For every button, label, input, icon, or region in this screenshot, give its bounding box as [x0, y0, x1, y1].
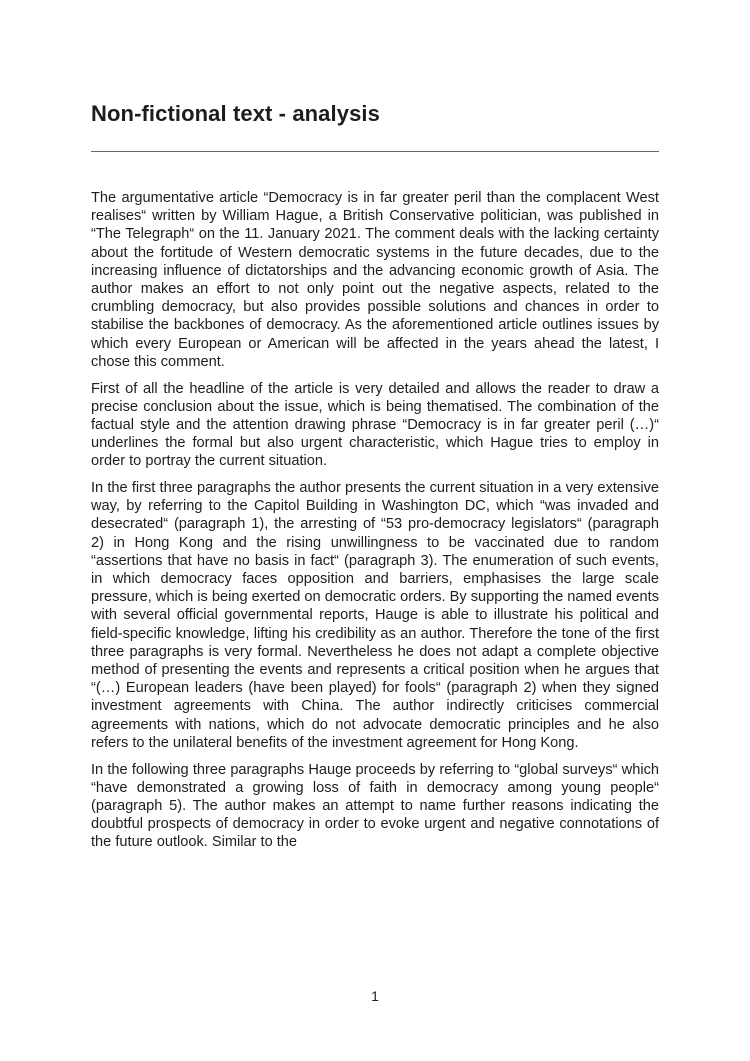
- paragraph-headline-analysis: First of all the headline of the article is very detailed and allows the reader to draw a precise conclusion about the issue, which is being thematised. The combination of the factual style and the attention drawing phrase “Democracy is in far greater peril (…)“ underlines the formal but also urgent characteristic, which Hague tries to employ in order to portray the current situation.: [91, 380, 659, 470]
- title-divider: [91, 151, 659, 152]
- paragraph-following-three-paragraphs: In the following three paragraphs Hauge proceeds by referring to “global surveys“ which “have demonstrated a growing loss of faith in democracy among young people“ (paragraph 5). The author makes an attempt to name further reasons indicating the doubtful prospects of democracy in order to evoke urgent and negative connotations of the future outlook. Similar to the: [91, 761, 659, 851]
- page-title: Non-fictional text - analysis: [91, 101, 380, 126]
- page-number: 1: [371, 988, 379, 1004]
- body-text: [91, 189, 659, 860]
- paragraph-introduction: The argumentative article “Democracy is in far greater peril than the complacent West realises“ written by William Hague, a British Conservative politician, was published in “The Telegraph“ on the 11. January 2021. The comment deals with the lacking certainty about the fortitude of Western democratic systems in the future decades, due to the increasing influence of dictatorships and the advancing economic growth of Asia. The author makes an effort to not only point out the negative aspects, related to the crumbling democracy, but also provides possible solutions and chances in order to stabilise the backbones of democracy. As the aforementioned article outlines issues by which every European or American will be affected in the years ahead the latest, I chose this comment.: [91, 190, 659, 370]
- paragraph-first-three-paragraphs: In the first three paragraphs the author presents the current situation in a very extensive way, by referring to the Capitol Building in Washington DC, which “was invaded and desecrated“ (paragraph 1), the arresting of “53 pro-democracy legislators“ (paragraph 2) in Hong Kong and the rising unwillingness to be vaccinated due to random “assertions that have no basis in fact“ (paragraph 3). The enumeration of such events, in which democracy faces opposition and barriers, emphasises the large scale pressure, which is being exerted on democratic orders. By supporting the named events with several official governmental reports, Hauge is able to illustrate his political and field-specific knowledge, lifting his credibility as an author. Therefore the tone of the first three paragraphs is very formal. Nevertheless he does not adapt a complete objective method of presenting the events and represents a critical position when he argues that “(…) European leaders (have been played) for fools“ (paragraph 2) when they signed investment agreements with China. The author indirectly criticises commercial agreements with nations, which do not advocate democratic principles and he also refers to the unilateral benefits of the investment agreement for Hong Kong.: [91, 480, 659, 751]
